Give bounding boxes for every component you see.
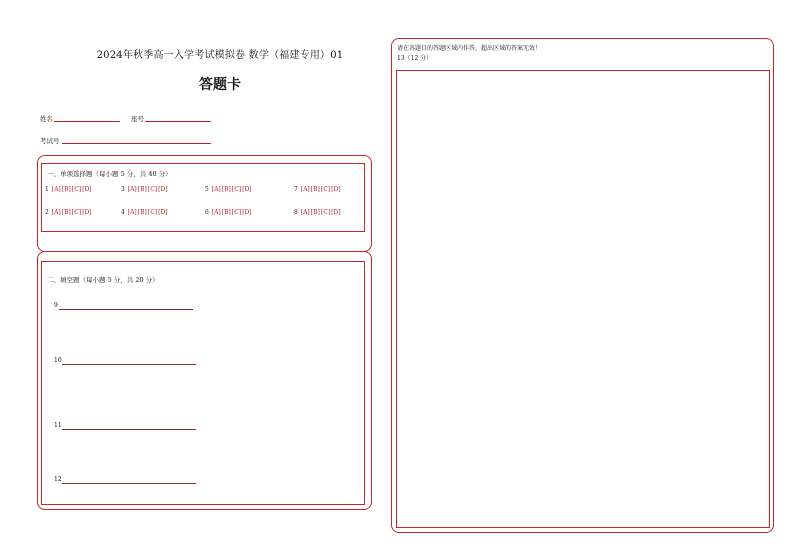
seat-field[interactable] xyxy=(145,115,211,122)
option-c[interactable]: [C] xyxy=(71,209,82,216)
question-number: 3 xyxy=(121,186,125,193)
option-b[interactable]: [B] xyxy=(61,186,71,193)
choice-question-7[interactable] xyxy=(294,186,341,193)
option-c[interactable]: [C] xyxy=(71,186,82,193)
option-b[interactable]: [B] xyxy=(221,186,231,193)
option-b[interactable]: [B] xyxy=(310,209,320,216)
exam-no-label: 考试号 xyxy=(40,137,60,145)
fill-item-12-number: 12 xyxy=(54,476,62,483)
option-c[interactable]: [C] xyxy=(147,209,158,216)
option-b[interactable]: [B] xyxy=(137,186,147,193)
option-c[interactable]: [C] xyxy=(231,186,242,193)
question-13-answer-box[interactable] xyxy=(396,70,770,528)
option-a[interactable]: [A] xyxy=(300,209,310,216)
option-a[interactable]: [A] xyxy=(300,186,310,193)
option-d[interactable]: [D] xyxy=(242,209,252,216)
choice-section-heading: 一、单项选择题（每小题 5 分，共 40 分） xyxy=(47,170,172,178)
question-number: 1 xyxy=(45,186,49,193)
choice-question-8[interactable] xyxy=(294,209,341,216)
option-a[interactable]: [A] xyxy=(51,186,61,193)
seat-label: 座号 xyxy=(131,115,144,123)
choice-question-2[interactable] xyxy=(45,209,92,216)
option-c[interactable]: [C] xyxy=(231,209,242,216)
option-d[interactable]: [D] xyxy=(82,186,92,193)
option-d[interactable]: [D] xyxy=(82,209,92,216)
fill-section-inner-frame xyxy=(41,261,365,505)
option-d[interactable]: [D] xyxy=(331,186,341,193)
choice-question-5[interactable] xyxy=(205,186,252,193)
option-d[interactable]: [D] xyxy=(158,209,168,216)
name-label: 姓名 xyxy=(40,115,53,123)
question-number: 5 xyxy=(205,186,209,193)
fill-item-11-number: 11 xyxy=(54,422,62,429)
option-d[interactable]: [D] xyxy=(158,186,168,193)
option-a[interactable]: [A] xyxy=(127,186,137,193)
fill-item-12-line[interactable] xyxy=(62,477,196,484)
option-d[interactable]: [D] xyxy=(331,209,341,216)
option-b[interactable]: [B] xyxy=(310,186,320,193)
question-13-label: 13（12 分） xyxy=(397,55,433,62)
option-a[interactable]: [A] xyxy=(211,186,221,193)
fill-item-11-line[interactable] xyxy=(62,423,196,430)
option-b[interactable]: [B] xyxy=(61,209,71,216)
choice-question-4[interactable] xyxy=(121,209,168,216)
exam-title: 2024年秋季高一入学考试模拟卷 数学（福建专用）01 xyxy=(96,50,344,61)
fill-item-9-line[interactable] xyxy=(59,303,193,310)
question-number: 2 xyxy=(45,209,49,216)
answer-area-notice: 请在各题目的答题区域内作答，超出区域的答案无效！ xyxy=(397,45,542,52)
question-number: 8 xyxy=(294,209,298,216)
fill-item-10-line[interactable] xyxy=(62,358,196,365)
fill-item-9-number: 9 xyxy=(54,302,58,309)
answer-sheet-title: 答题卡 xyxy=(199,77,241,93)
option-d[interactable]: [D] xyxy=(242,186,252,193)
name-field[interactable] xyxy=(54,115,120,122)
fill-section-heading: 二、填空题（每小题 5 分，共 20 分） xyxy=(47,276,159,284)
option-a[interactable]: [A] xyxy=(127,209,137,216)
option-c[interactable]: [C] xyxy=(147,186,158,193)
choice-question-6[interactable] xyxy=(205,209,252,216)
choice-question-1[interactable] xyxy=(45,186,92,193)
fill-item-10-number: 10 xyxy=(54,357,62,364)
option-a[interactable]: [A] xyxy=(51,209,61,216)
exam-no-field[interactable] xyxy=(62,137,211,144)
choice-question-3[interactable] xyxy=(121,186,168,193)
option-b[interactable]: [B] xyxy=(137,209,147,216)
option-b[interactable]: [B] xyxy=(221,209,231,216)
option-a[interactable]: [A] xyxy=(211,209,221,216)
option-c[interactable]: [C] xyxy=(320,209,331,216)
question-number: 7 xyxy=(294,186,298,193)
option-c[interactable]: [C] xyxy=(320,186,331,193)
question-number: 6 xyxy=(205,209,209,216)
question-number: 4 xyxy=(121,209,125,216)
